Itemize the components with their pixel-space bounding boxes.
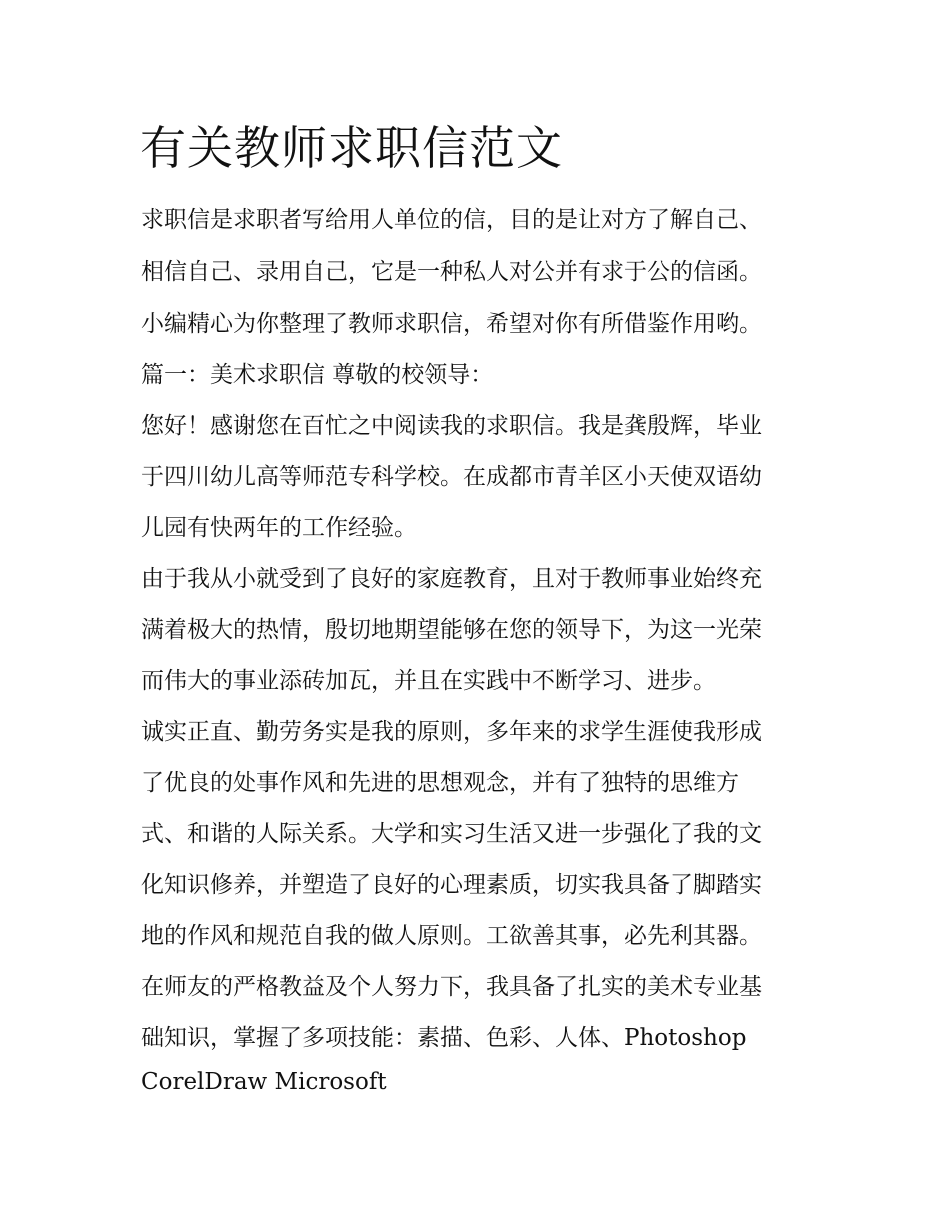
- page-title: 有关教师求职信范文: [140, 121, 563, 175]
- body-line: 地的作风和规范自我的做人原则。工欲善其事，必先利其器。: [141, 923, 762, 949]
- body-line: 式、和谐的人际关系。大学和实习生活又进一步强化了我的文: [141, 821, 762, 847]
- body-line: 儿园有快两年的工作经验。: [141, 515, 417, 541]
- body-line: 求职信是求职者写给用人单位的信，目的是让对方了解自己、: [141, 207, 762, 233]
- body-line: 由于我从小就受到了良好的家庭教育，且对于教师事业始终充: [141, 566, 762, 592]
- body-line: 满着极大的热情，殷切地期望能够在您的领导下，为这一光荣: [141, 617, 762, 643]
- body-line: 了优良的处事作风和先进的思想观念，并有了独特的思维方: [141, 770, 739, 796]
- section-heading: 篇一：美术求职信 尊敬的校领导：: [141, 362, 494, 388]
- body-line: 您好！感谢您在百忙之中阅读我的求职信。我是龚殷辉，毕业: [141, 413, 762, 439]
- body-line: 小编精心为你整理了教师求职信，希望对你有所借鉴作用哟。: [141, 311, 762, 337]
- body-line: CorelDraw Microsoft: [141, 1069, 387, 1095]
- body-line: 相信自己、录用自己，它是一种私人对公并有求于公的信函。: [141, 259, 762, 285]
- body-line: 而伟大的事业添砖加瓦，并且在实践中不断学习、进步。: [141, 668, 716, 694]
- body-line: 化知识修养，并塑造了良好的心理素质，切实我具备了脚踏实: [141, 872, 762, 898]
- body-line: 础知识，掌握了多项技能：素描、色彩、人体、Photoshop: [141, 1025, 747, 1051]
- body-line: 诚实正直、勤劳务实是我的原则，多年来的求学生涯使我形成: [141, 719, 762, 745]
- body-line: 在师友的严格教益及个人努力下，我具备了扎实的美术专业基: [141, 974, 762, 1000]
- body-line: 于四川幼儿高等师范专科学校。在成都市青羊区小天使双语幼: [141, 464, 762, 490]
